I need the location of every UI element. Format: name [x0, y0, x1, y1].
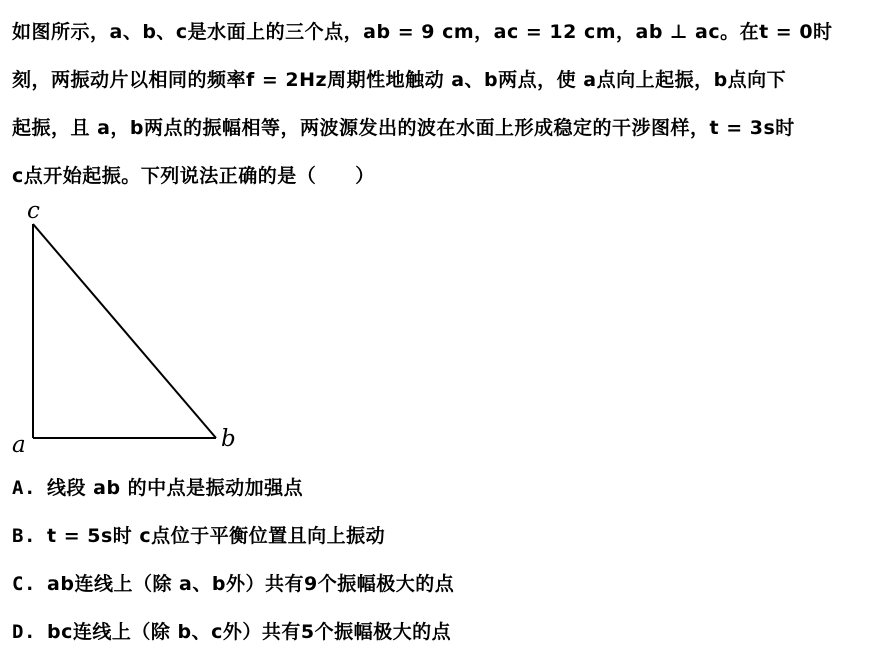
option-c-text: ab连线上（除 a、b外）共有9个振幅极大的点 — [47, 573, 455, 595]
stem-line-2: 刻，两振动片以相同的频率f = 2Hz周期性地触动 a、b两点，使 a点向上起振，b点向下 — [12, 69, 787, 91]
right-triangle-figure — [0, 196, 260, 460]
option-d-letter: D. — [12, 621, 36, 643]
option-a-letter: A. — [12, 477, 36, 499]
stem-line-4: c点开始起振。下列说法正确的是（ ） — [12, 165, 375, 187]
stem-line-1: 如图所示，a、b、c是水面上的三个点，ab = 9 cm，ac = 12 cm，ab ⊥ ac。在t = 0时 — [12, 21, 833, 43]
option-c-letter: C. — [12, 573, 36, 595]
answer-options — [12, 464, 872, 656]
triangle-diagram — [0, 196, 260, 460]
question-stem — [12, 8, 884, 200]
option-c[interactable] — [12, 560, 872, 608]
stem-line-3: 起振，且 a，b两点的振幅相等，两波源发出的波在水面上形成稳定的干涉图样，t = 3s时 — [12, 117, 795, 139]
option-a[interactable] — [12, 464, 872, 512]
side-bc — [33, 224, 216, 438]
point-b-label: b — [221, 426, 236, 452]
option-b-letter: B. — [12, 525, 36, 547]
point-a-label: a — [12, 432, 26, 458]
point-c-label: c — [27, 198, 40, 224]
option-a-text: 线段 ab 的中点是振动加强点 — [47, 477, 304, 499]
option-b[interactable] — [12, 512, 872, 560]
option-d-text: bc连线上（除 b、c外）共有5个振幅极大的点 — [47, 621, 452, 643]
option-d[interactable] — [12, 608, 872, 656]
option-b-text: t = 5s时 c点位于平衡位置且向上振动 — [47, 525, 386, 547]
